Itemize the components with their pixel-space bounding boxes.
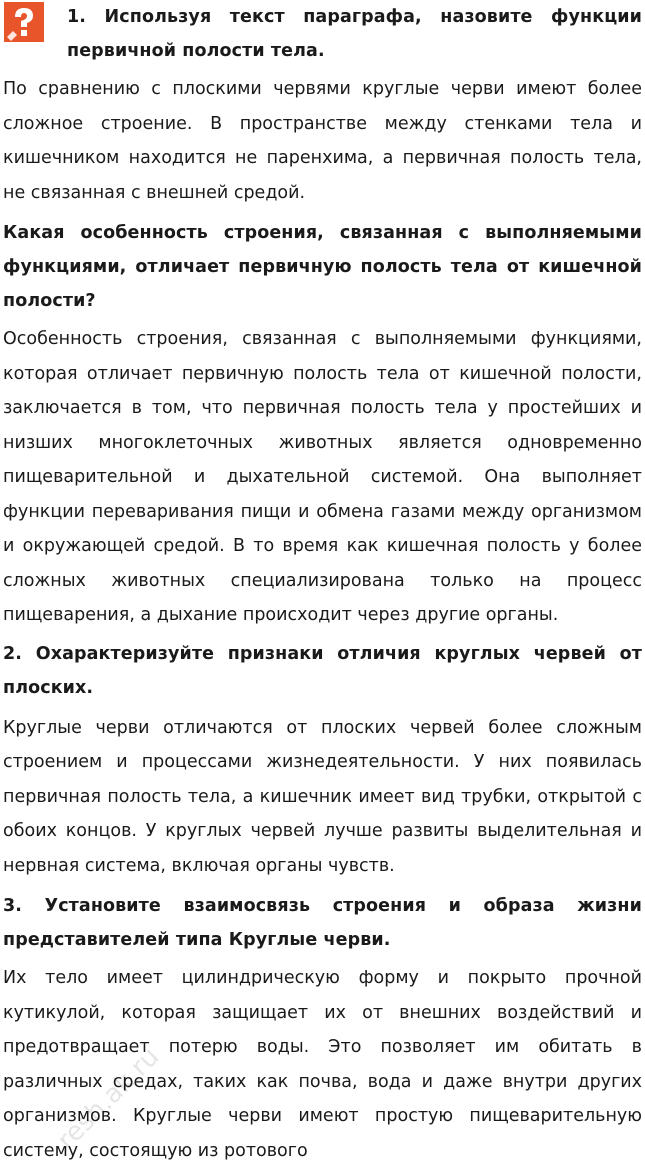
answer-paragraph-1: По сравнению с плоскими червями круглые черви имеют более сложное строение. В пространстве между стенками тела и кишечником находится не паренхима, а первичная полость тела, не связанная с внешней средой.: [3, 79, 642, 203]
question-heading-3: 2. Охарактеризуйте признаки отличия круглых червей от плоских.: [3, 643, 642, 698]
question-heading-4: 3. Установите взаимосвязь строения и образа жизни представителей типа Круглые черви.: [3, 896, 642, 950]
answer-paragraph-4: Их тело имеет цилиндрическую форму и покрыто прочной кутикулой, которая защищает их от внешних воздействий и предотвращает потерю воды. Это позволяет им обитать в различных средах, таких как почва, вода и даже внутри других организмов. Круглые черви имеют простую пищеварительную систему, состоящую из ротового: [3, 968, 642, 1161]
question-heading-2: Какая особенность строения, связанная с выполняемыми функциями, отличает первичную полость тела от кишечной полости?: [3, 223, 642, 311]
answer-paragraph-2: Особенность строения, связанная с выполняемыми функциями, которая отличает первичную полость тела от кишечной полости, заключается в том, что первичная полость тела у простейших и низших многоклеточных животных является одновременно пищеварительной и дыхательной системой. Она выполняет функции переваривания пищи и обмена газами между организмом и окружающей средой. В то время как кишечная полость у более сложных животных специализирована только на процесс пищеварения, а дыхание происходит через другие органы.: [3, 329, 642, 625]
question-heading-1: 1. Используя текст параграфа, назовите функции первичной полости тела.: [67, 7, 642, 61]
watermark-text: resh.ak.ru: [51, 1041, 166, 1156]
question-logo-icon: [4, 2, 44, 42]
answer-paragraph-3: Круглые черви отличаются от плоских червей более сложным строением и процессами жизнедеятельности. У них появилась первичная полость тела, а кишечник имеет вид трубки, открытой с обоих концов. У круглых червей лучше развиты выделительная и нервная система, включая органы чувств.: [3, 717, 642, 876]
